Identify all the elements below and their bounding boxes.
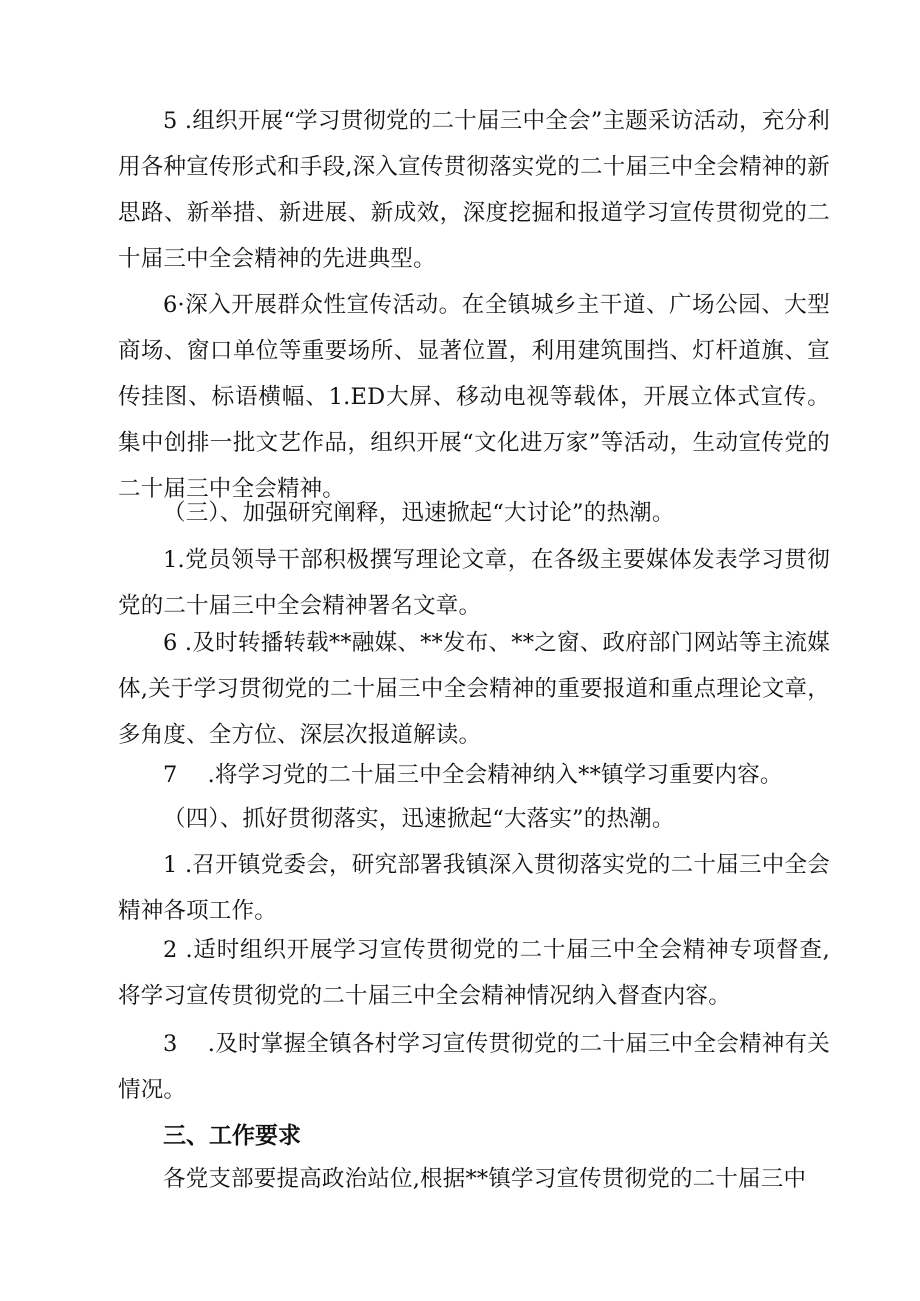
paragraph-requirements <box>118 1156 830 1202</box>
paragraph-item-7 <box>118 752 830 798</box>
paragraph-text: 5 .组织开展“学习贯彻党的二十届三中全会”主题采访活动，充分利用各种宣传形式和手段,深入宣传贯彻落实党的二十届三中全会精神的新思路、新举措、新进展、新成效，深度挖掘和报道学习宣传贯彻党的二十届三中全会精神的先进典型。 <box>118 108 830 272</box>
paragraph-text: 6·深入开展群众性宣传活动。在全镇城乡主干道、广场公园、大型商场、窗口单位等重要场所、显著位置，利用建筑围挡、灯杆道旗、宣传挂图、标语横幅、1.ED大屏、移动电视等载体，开展立体式宣传。集中创排一批文艺作品，组织开展“文化进万家”等活动，生动宣传党的二十届三中全会精神。 <box>118 292 830 502</box>
paragraph-item-2 <box>118 927 830 1019</box>
paragraph-text: 1 .召开镇党委会，研究部署我镇深入贯彻落实党的二十届三中全会精神各项工作。 <box>118 852 830 924</box>
paragraph-text: 1.党员领导干部积极撰写理论文章，在各级主要媒体发表学习贯彻党的二十届三中全会精神署名文章。 <box>118 547 830 619</box>
paragraph-text: 7 .将学习党的二十届三中全会精神纳入**镇学习重要内容。 <box>163 762 783 788</box>
paragraph-text: （三）、加强研究阐释，迅速掀起“大讨论”的热潮。 <box>163 500 675 526</box>
section-heading-work-requirements: 三、工作要求 <box>163 1122 301 1149</box>
paragraph-text: 2 .适时组织开展学习宣传贯彻党的二十届三中全会精神专项督查,将学习宣传贯彻党的二十届三中全会精神情况纳入督查内容。 <box>118 937 830 1009</box>
paragraph-item-5 <box>118 98 830 282</box>
paragraph-item-1 <box>118 537 830 629</box>
paragraph-text: 3 .及时掌握全镇各村学习宣传贯彻党的二十届三中全会精神有关情况。 <box>118 1031 830 1103</box>
paragraph-text: 各党支部要提高政治站位,根据**镇学习宣传贯彻党的二十届三中 <box>163 1166 807 1192</box>
paragraph-text: （四）、抓好贯彻落实，迅速掀起“大落实”的热潮。 <box>163 806 675 832</box>
paragraph-item-3 <box>118 1021 830 1113</box>
section-heading-4 <box>118 796 830 842</box>
paragraph-item-6b <box>118 620 830 758</box>
paragraph-item-1b <box>118 842 830 934</box>
paragraph-text: 6 .及时转播转载**融媒、**发布、**之窗、政府部门网站等主流媒体,关于学习贯彻党的二十届三中全会精神的重要报道和重点理论文章，多角度、全方位、深层次报道解读。 <box>118 630 830 748</box>
section-heading-3 <box>118 490 830 536</box>
paragraph-item-6 <box>118 282 830 512</box>
